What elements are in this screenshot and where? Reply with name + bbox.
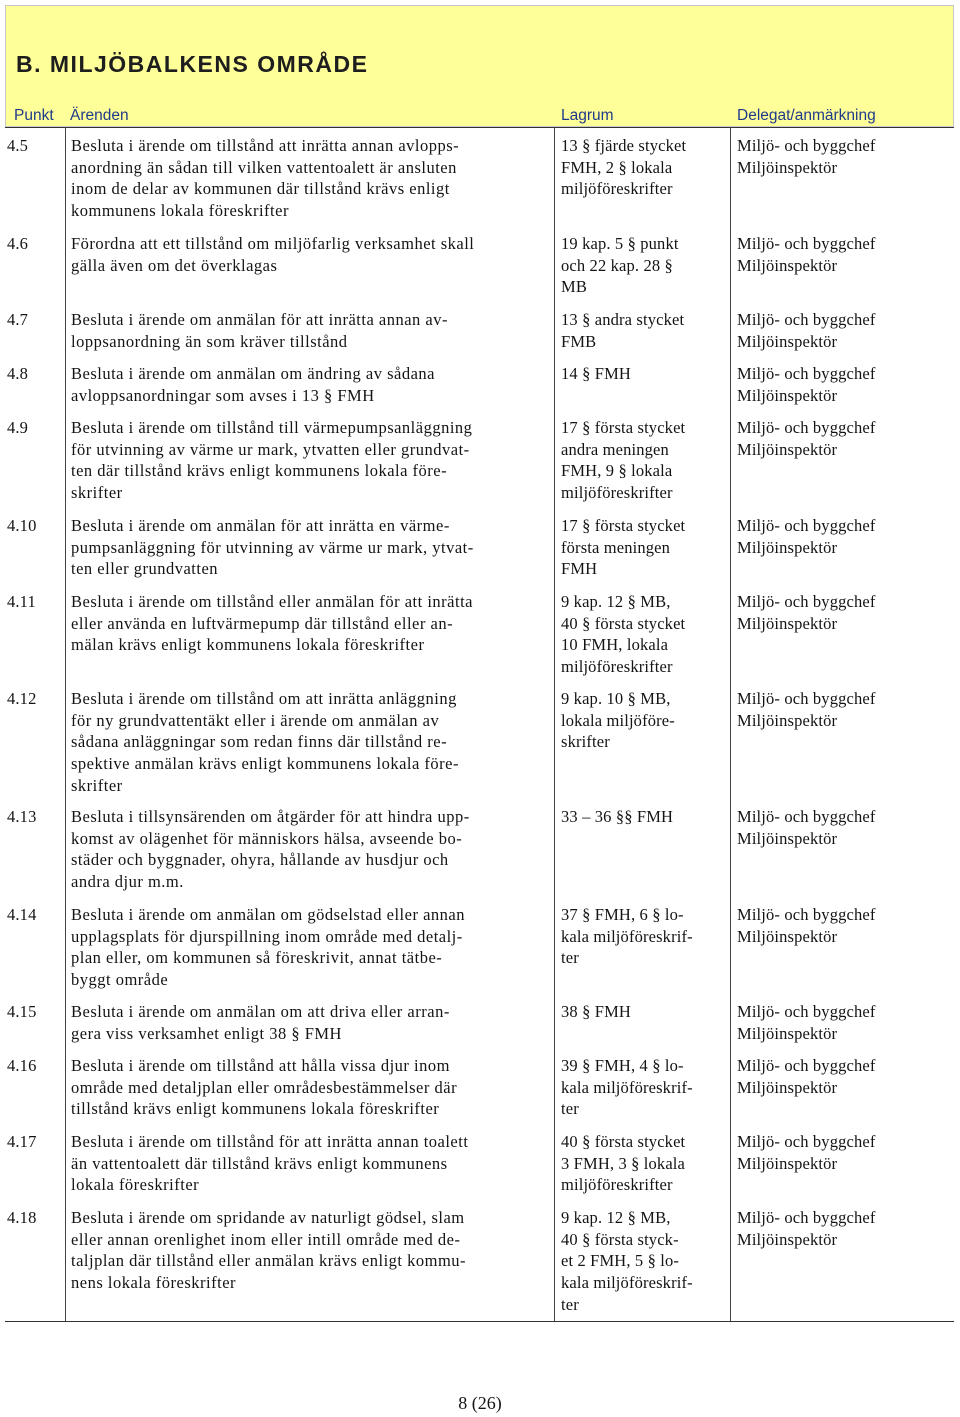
row-arende: Besluta i ärende om spridande av naturligt gödsel, slam eller annan orenlighet inom eller intill område med de- taljplan där tillstånd eller anmälan krävs enligt kommu- nens lokala föreskrifter [71, 1208, 467, 1293]
row-lagrum: 39 § FMH, 4 § lo- kala miljöföreskrif- ter [561, 1056, 693, 1119]
row-lagrum: 13 § andra stycket FMB [561, 310, 685, 351]
row-delegat: Miljö- och byggchef Miljöinspektör [737, 807, 876, 848]
row-punkt: 4.9 [7, 418, 29, 437]
row-lagrum: 14 § FMH [561, 364, 631, 383]
row-punkt: 4.8 [7, 364, 29, 383]
row-lagrum: 13 § fjärde stycket FMH, 2 § lokala miljöföreskrifter [561, 136, 687, 199]
row-arende: Besluta i ärende om tillstånd att inrätta annan avlopps- anordning än sådan till vilken vattentoalett är ansluten inom de delar av kommunen där tillstånd krävs enligt kommunens lokala föreskrifter [71, 136, 460, 221]
row-arende: Förordna att ett tillstånd om miljöfarlig verksamhet skall gälla även om det överklagas [71, 234, 475, 275]
row-lagrum: 17 § första stycket andra meningen FMH, 9 § lokala miljöföreskrifter [561, 418, 686, 503]
row-arende: Besluta i ärende om anmälan för att inrätta annan av- loppsanordning än som kräver tillstånd [71, 310, 448, 351]
row-arende: Besluta i ärende om anmälan om gödselstad eller annan upplagsplats för djurspillning inom område med detalj- plan eller, om kommunen så föreskrivit, annat tätbe- byggt område [71, 905, 465, 990]
row-delegat: Miljö- och byggchef Miljöinspektör [737, 689, 876, 730]
row-punkt: 4.11 [7, 592, 36, 611]
row-delegat: Miljö- och byggchef Miljöinspektör [737, 905, 876, 946]
page-number: 8 (26) [458, 1393, 502, 1413]
row-arende: Besluta i ärende om anmälan om att driva eller arran- gera viss verksamhet enligt 38 § FMH [71, 1002, 450, 1043]
row-lagrum: 9 kap. 10 § MB, lokala miljöföre- skrifter [561, 689, 675, 752]
row-delegat: Miljö- och byggchef Miljöinspektör [737, 234, 876, 275]
row-delegat: Miljö- och byggchef Miljöinspektör [737, 1208, 876, 1249]
row-delegat: Miljö- och byggchef Miljöinspektör [737, 310, 876, 351]
header-arenden: Ärenden [70, 107, 129, 124]
row-arende: Besluta i tillsynsärenden om åtgärder för att hindra upp- komst av olägenhet för människors hälsa, avseende bo- städer och byggnader, ohyra, hållande av husdjur och andra djur m.m. [71, 807, 470, 892]
row-punkt: 4.14 [7, 905, 37, 924]
row-delegat: Miljö- och byggchef Miljöinspektör [737, 418, 876, 459]
row-lagrum: 40 § första stycket 3 FMH, 3 § lokala miljöföreskrifter [561, 1132, 686, 1195]
section-title: B. MILJÖBALKENS OMRÅDE [16, 51, 369, 77]
row-lagrum: 19 kap. 5 § punkt och 22 kap. 28 § MB [561, 234, 679, 297]
row-punkt: 4.6 [7, 234, 29, 253]
row-punkt: 4.18 [7, 1208, 37, 1227]
row-punkt: 4.7 [7, 310, 29, 329]
row-arende: Besluta i ärende om anmälan för att inrätta en värme- pumpsanläggning för utvinning av värme ur mark, ytvat- ten eller grundvatten [71, 516, 474, 579]
row-lagrum: 9 kap. 12 § MB, 40 § första stycket 10 FMH, lokala miljöföreskrifter [561, 592, 686, 677]
table-top-border [5, 127, 954, 128]
row-lagrum: 37 § FMH, 6 § lo- kala miljöföreskrif- ter [561, 905, 693, 968]
row-arende: Besluta i ärende om anmälan om ändring av sådana avloppsanordningar som avses i 13 § FMH [71, 364, 435, 405]
table-bottom-border [5, 1321, 954, 1322]
row-delegat: Miljö- och byggchef Miljöinspektör [737, 516, 876, 557]
row-arende: Besluta i ärende om tillstånd om att inrätta anläggning för ny grundvattentäkt eller i ärende om anmälan av sådana anläggningar som redan finns där tillstånd re- spektive anmälan krävs enligt kommunens lokala före- skrifter [71, 689, 459, 795]
row-punkt: 4.17 [7, 1132, 37, 1151]
row-punkt: 4.5 [7, 136, 29, 155]
row-lagrum: 33 – 36 §§ FMH [561, 807, 674, 826]
row-delegat: Miljö- och byggchef Miljöinspektör [737, 136, 876, 177]
row-delegat: Miljö- och byggchef Miljöinspektör [737, 1056, 876, 1097]
row-arende: Besluta i ärende om tillstånd att hålla vissa djur inom område med detaljplan eller områdesbestämmelser där tillstånd krävs enligt kommunens lokala föreskrifter [71, 1056, 458, 1119]
row-lagrum: 38 § FMH [561, 1002, 631, 1021]
column-divider-2 [554, 127, 555, 1321]
row-punkt: 4.13 [7, 807, 37, 826]
row-arende: Besluta i ärende om tillstånd för att inrätta annan toalett än vattentoalett där tillstånd krävs enligt kommunens lokala föreskrifter [71, 1132, 469, 1195]
section-banner [5, 5, 954, 127]
row-punkt: 4.15 [7, 1002, 37, 1021]
row-lagrum: 17 § första stycket första meningen FMH [561, 516, 686, 579]
row-lagrum: 9 kap. 12 § MB, 40 § första styck- et 2 FMH, 5 § lo- kala miljöföreskrif- ter [561, 1208, 693, 1314]
row-delegat: Miljö- och byggchef Miljöinspektör [737, 364, 876, 405]
header-delegat: Delegat/anmärkning [737, 107, 876, 124]
row-delegat: Miljö- och byggchef Miljöinspektör [737, 1132, 876, 1173]
row-punkt: 4.16 [7, 1056, 37, 1075]
row-punkt: 4.12 [7, 689, 37, 708]
row-punkt: 4.10 [7, 516, 37, 535]
row-arende: Besluta i ärende om tillstånd eller anmälan för att inrätta eller använda en luftvärmepump där tillstånd eller an- mälan krävs enligt kommunens lokala föreskrifter [71, 592, 473, 655]
row-delegat: Miljö- och byggchef Miljöinspektör [737, 592, 876, 633]
row-delegat: Miljö- och byggchef Miljöinspektör [737, 1002, 876, 1043]
header-punkt: Punkt [14, 107, 54, 124]
row-arende: Besluta i ärende om tillstånd till värmepumpsanläggning för utvinning av värme ur mark, ytvatten eller grundvat- ten där tillstånd krävs enligt kommunens lokala före- skrifter [71, 418, 473, 503]
header-lagrum: Lagrum [561, 107, 614, 124]
